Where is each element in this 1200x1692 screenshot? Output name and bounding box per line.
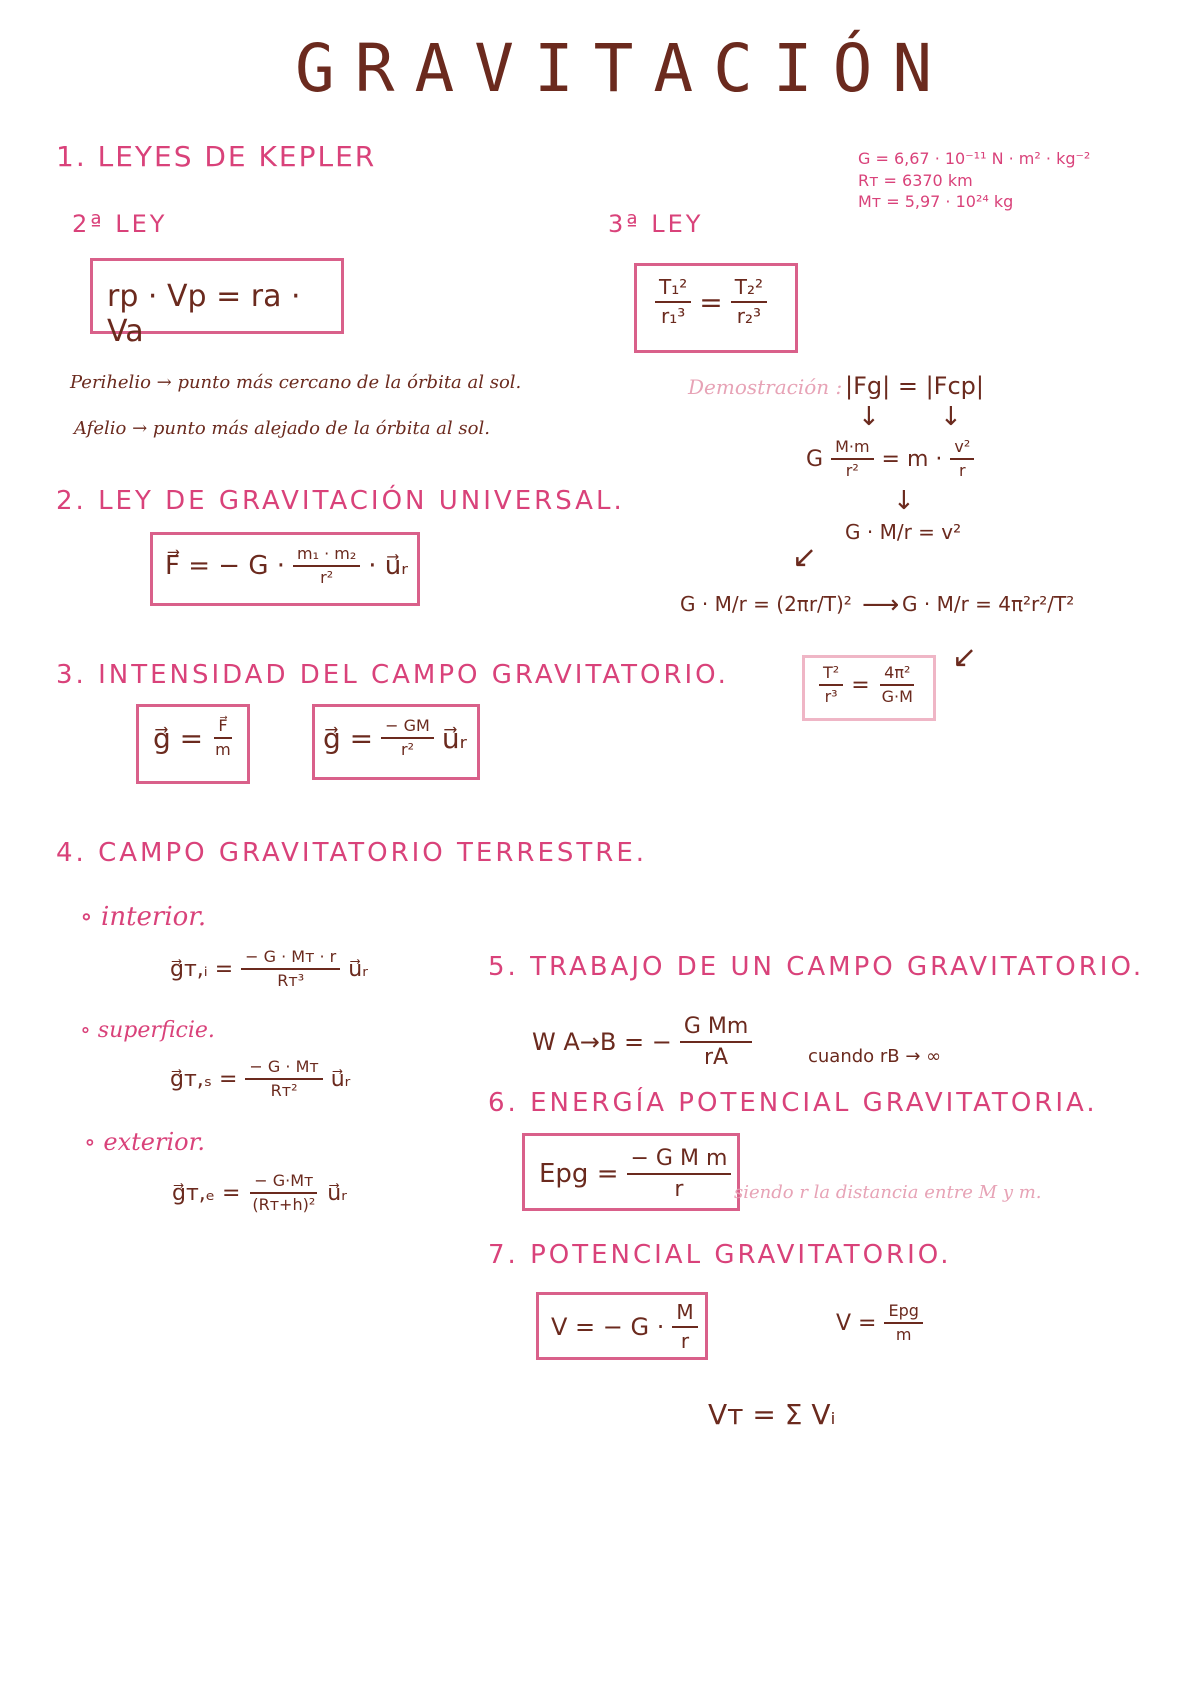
demo-g: G (806, 446, 824, 472)
demo-step-1 (806, 438, 974, 481)
down-arrow-icon: ↓ (940, 402, 962, 432)
field-intensity-box-2 (312, 704, 480, 780)
equals-sign: = (851, 672, 870, 698)
superficie-lhs: g⃗ᴛ,ₛ = (170, 1066, 238, 1092)
second-law-equation: rp · Vp = ra · Va (107, 279, 301, 349)
work-lhs: W A→B = − (532, 1028, 672, 1057)
work-condition: cuando rB → ∞ (808, 1046, 942, 1067)
interior-equation (170, 948, 368, 991)
exterior-lhs: g⃗ᴛ,ₑ = (172, 1180, 241, 1206)
down-arrow-icon: ↓ (858, 402, 880, 432)
exterior-den: (Rᴛ+h)² (252, 1195, 316, 1215)
exterior-equation (172, 1172, 347, 1215)
eq2-lhs: g⃗ = (323, 721, 374, 755)
curved-arrow-icon: ↙ (792, 540, 818, 575)
potential-energy-box (522, 1133, 740, 1211)
third-law-box (634, 263, 798, 353)
potential-box (536, 1292, 708, 1360)
work-den: rA (704, 1045, 729, 1071)
interior-label: ∘ interior. (80, 902, 207, 932)
down-arrow-icon: ↓ (893, 486, 915, 516)
constant-mt: Mᴛ = 5,97 · 10²⁴ kg (858, 192, 1014, 212)
interior-unit-vector: u⃗ᵣ (348, 956, 368, 982)
demo-eq-m: = m · (881, 446, 943, 472)
total-potential-sum: Vᴛ = Σ Vᵢ (708, 1398, 836, 1431)
demo-label: Demostración : (688, 375, 843, 399)
superficie-equation (170, 1058, 350, 1101)
potential-energy-ratio-num: Epg (884, 1302, 922, 1324)
field-intensity-box-1 (136, 704, 250, 784)
second-law-box (90, 258, 344, 349)
demo-mm: M·m (831, 438, 873, 460)
third-law-equation (655, 276, 767, 328)
potential-energy-lhs: Epg = (539, 1159, 619, 1190)
gravitation-law-equation (165, 545, 408, 588)
page-title: GRAVITACIÓN (295, 30, 953, 107)
demo-result-den2: G·M (881, 687, 913, 707)
demo-result-box (802, 655, 936, 721)
equals-sign: = (699, 285, 723, 319)
potential-energy-ratio-den: m (895, 1325, 912, 1345)
superficie-num: − G · Mᴛ (245, 1058, 322, 1080)
demo-result-num: T² (819, 664, 843, 686)
demo-result-den: r³ (824, 687, 838, 707)
interior-lhs: g⃗ᴛ,ᵢ = (170, 956, 234, 982)
potential-num: M (672, 1301, 697, 1328)
r1-cubed: r₁³ (661, 304, 686, 328)
constant-rt: Rᴛ = 6370 km (858, 170, 973, 190)
potential-energy-ratio-lhs: V = (836, 1310, 877, 1336)
demo-step-2: G · M/r = v² (845, 520, 962, 544)
gravitation-lhs: F⃗ = − G · (165, 551, 285, 582)
section-5-heading: 5. TRABAJO DE UN CAMPO GRAVITATORIO. (488, 952, 1145, 982)
demo-r: r (959, 461, 966, 481)
potential-energy-note: siendo r la distancia entre M y m. (734, 1182, 1042, 1203)
section-3-heading: 3. INTENSIDAD DEL CAMPO GRAVITATORIO. (56, 660, 729, 690)
section-4-heading: 4. CAMPO GRAVITATORIO TERRESTRE. (56, 838, 648, 868)
curved-arrow-icon: ↙ (952, 640, 978, 675)
exterior-unit-vector: u⃗ᵣ (327, 1180, 347, 1206)
gravitation-num: m₁ · m₂ (293, 545, 360, 567)
demo-r2: r² (845, 461, 859, 481)
exterior-num: − G·Mᴛ (250, 1172, 317, 1194)
eq2-den: r² (400, 740, 414, 760)
superficie-den: Rᴛ² (270, 1081, 298, 1101)
potential-energy-equation (539, 1146, 731, 1203)
section-2-heading: 2. LEY DE GRAVITACIÓN UNIVERSAL. (56, 486, 625, 516)
gravitation-den: r² (320, 568, 334, 588)
eq1-den: m (215, 740, 231, 760)
t1-squared: T₁² (655, 276, 691, 303)
constants-block (858, 148, 1090, 213)
exterior-label: ∘ exterior. (84, 1128, 206, 1156)
eq2-num: − GM (381, 717, 434, 739)
potential-lhs: V = − G · (551, 1313, 665, 1341)
potential-from-energy (836, 1302, 923, 1345)
t2-squared: T₂² (731, 276, 767, 303)
demo-v2: v² (950, 438, 974, 460)
section-7-heading: 7. POTENCIAL GRAVITATORIO. (488, 1240, 952, 1270)
section-1-heading: 1. LEYES DE KEPLER (56, 140, 377, 173)
afelio-note: Afelio → punto más alejado de la órbita al sol. (74, 418, 490, 439)
superficie-label: ∘ superficie. (80, 1018, 215, 1043)
field-intensity-equation-1 (153, 717, 235, 760)
section-6-heading: 6. ENERGÍA POTENCIAL GRAVITATORIA. (488, 1088, 1098, 1118)
demo-step-3-right: G · M/r = 4π²r²/T² (902, 592, 1075, 616)
r2-cubed: r₂³ (736, 304, 761, 328)
demo-result-num2: 4π² (880, 664, 914, 686)
potential-energy-num: − G M m (627, 1146, 732, 1175)
field-intensity-equation-2 (323, 717, 467, 760)
interior-num: − G · Mᴛ · r (241, 948, 340, 970)
demo-result-equation (819, 664, 917, 707)
work-equation (532, 1014, 752, 1071)
demo-step-3-left: G · M/r = (2πr/T)² (680, 592, 852, 616)
second-law-label: 2ª LEY (72, 210, 168, 238)
gravitation-law-box (150, 532, 420, 606)
potential-den: r (680, 1329, 690, 1353)
demo-force-equality: |Fg| = |Fcp| (845, 372, 984, 400)
constant-g: G = 6,67 · 10⁻¹¹ N · m² · kg⁻² (858, 149, 1091, 168)
eq1-lhs: g⃗ = (153, 721, 204, 755)
work-num: G Mm (680, 1014, 752, 1043)
eq1-num: F⃗ (214, 717, 231, 739)
interior-den: Rᴛ³ (277, 971, 305, 991)
superficie-unit-vector: u⃗ᵣ (330, 1066, 351, 1092)
perihelio-note: Perihelio → punto más cercano de la órbita al sol. (70, 372, 522, 393)
third-law-label: 3ª LEY (608, 210, 704, 238)
potential-equation (551, 1301, 698, 1353)
right-arrow-icon: ⟶ (862, 590, 900, 620)
potential-energy-den: r (674, 1177, 684, 1203)
eq2-unit-vector: u⃗ᵣ (441, 721, 467, 755)
gravitation-rhs: · u⃗ᵣ (368, 551, 409, 582)
